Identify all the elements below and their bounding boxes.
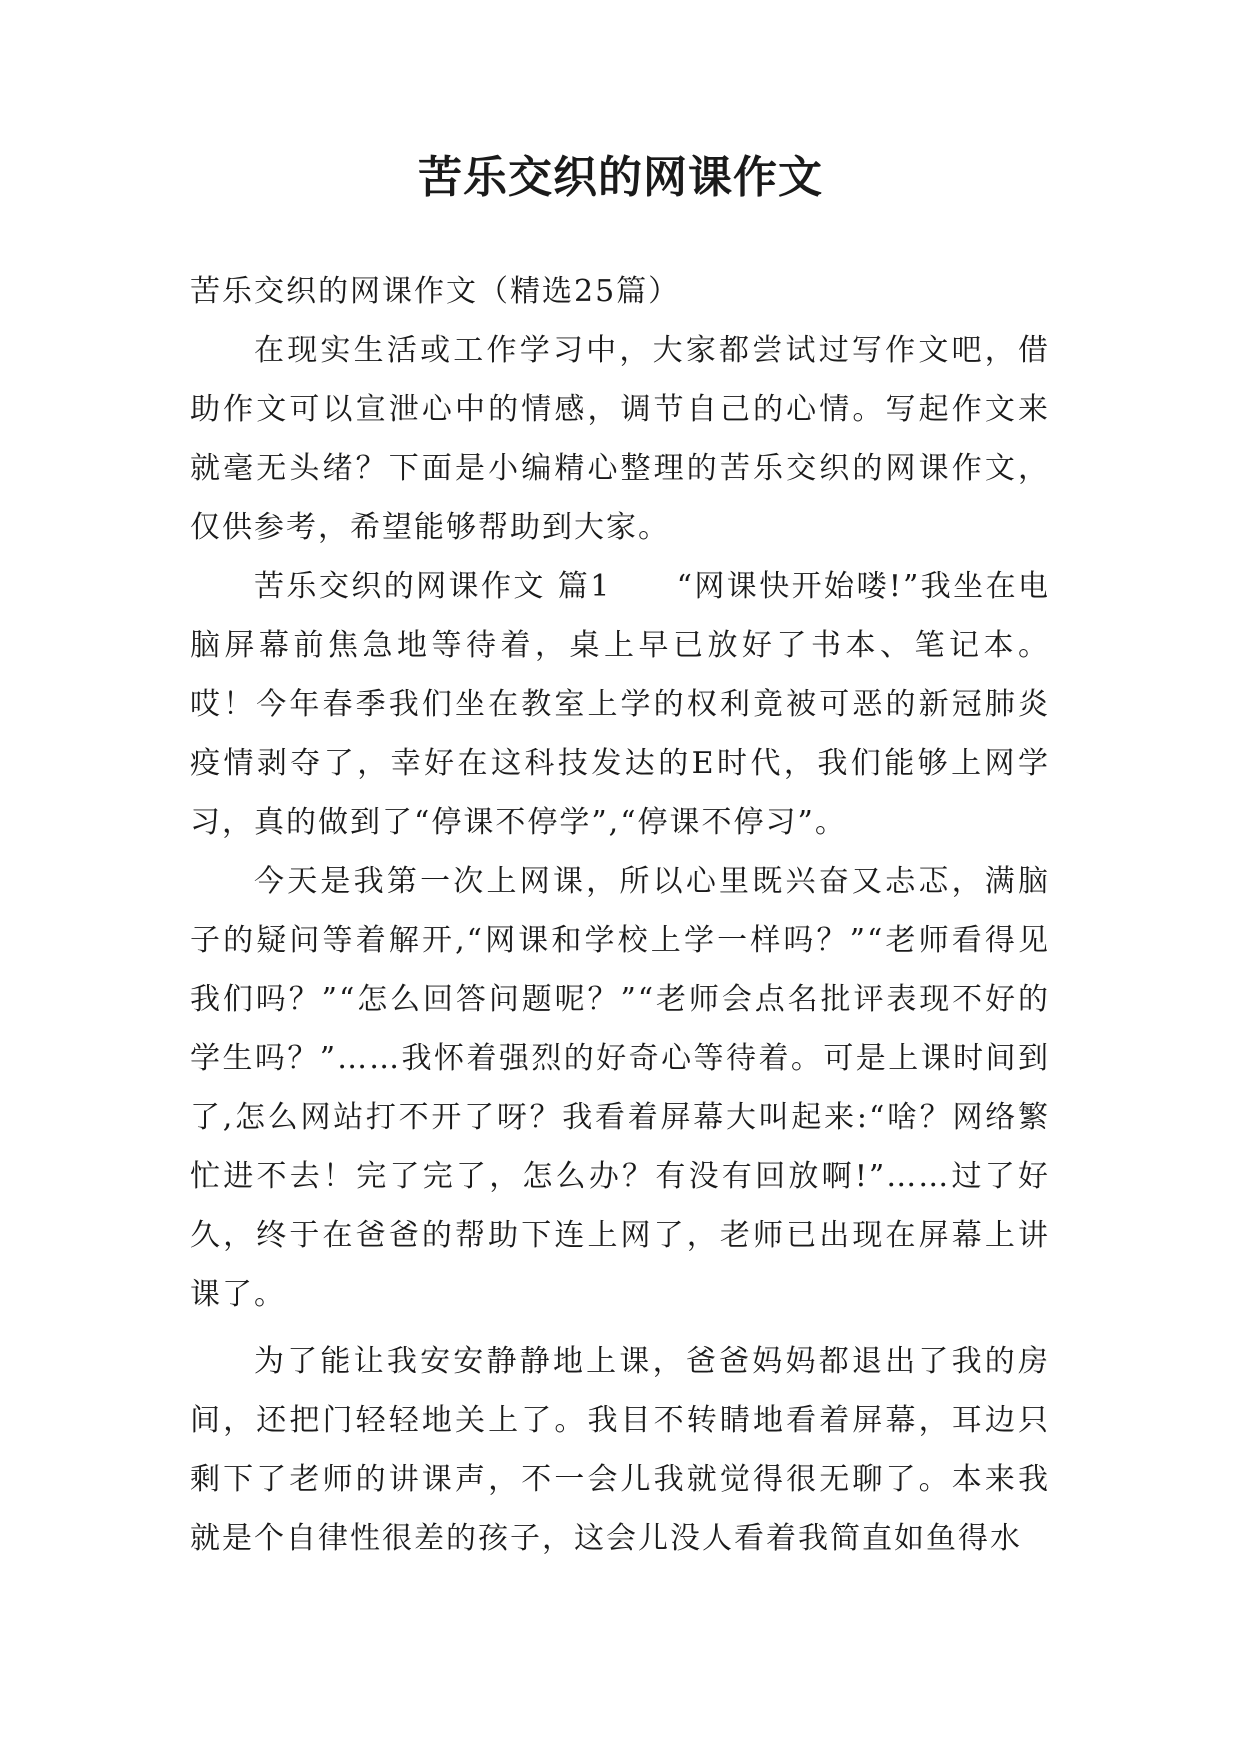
essay-1-paragraph-1: 苦乐交织的网课作文 篇1 “网课快开始喽!”我坐在电脑屏幕前焦急地等待着，桌上早已放好了书本、笔记本。哎！今年春季我们坐在教室上学的权利竟被可恶的新冠肺炎疫情剥夺了，幸好在这科技发达的E时代，我们能够上网学习，真的做到了“停课不停学”,“停课不停习”。: [190, 569, 1050, 840]
document-body: [190, 262, 1050, 1568]
intro-paragraph: 在现实生活或工作学习中，大家都尝试过写作文吧，借助作文可以宣泄心中的情感，调节自己的心情。写起作文来就毫无头绪？下面是小编精心整理的苦乐交织的网课作文，仅供参考，希望能够帮助到大家。: [190, 333, 1050, 545]
essay-1-paragraph-2: 今天是我第一次上网课，所以心里既兴奋又忐忑，满脑子的疑问等着解开,“网课和学校上学一样吗？”“老师看得见我们吗？”“怎么回答问题呢？”“老师会点名批评表现不好的学生吗？”……我怀着强烈的好奇心等待着。可是上课时间到了,怎么网站打不开了呀？我看着屏幕大叫起来:“啥？网络繁忙进不去！完了完了，怎么办？有没有回放啊!”……过了好久，终于在爸爸的帮助下连上网了，老师已出现在屏幕上讲课了。: [190, 864, 1050, 1312]
document-title: 苦乐交织的网课作文: [418, 152, 823, 203]
essay-1-paragraph-3: 为了能让我安安静静地上课，爸爸妈妈都退出了我的房间，还把门轻轻地关上了。我目不转睛地看着屏幕，耳边只剩下了老师的讲课声，不一会儿我就觉得很无聊了。本来我就是个自律性很差的孩子，这会儿没人看着我简直如鱼得水: [190, 1344, 1050, 1556]
subtitle-paragraph: 苦乐交织的网课作文（精选25篇）: [190, 274, 681, 309]
